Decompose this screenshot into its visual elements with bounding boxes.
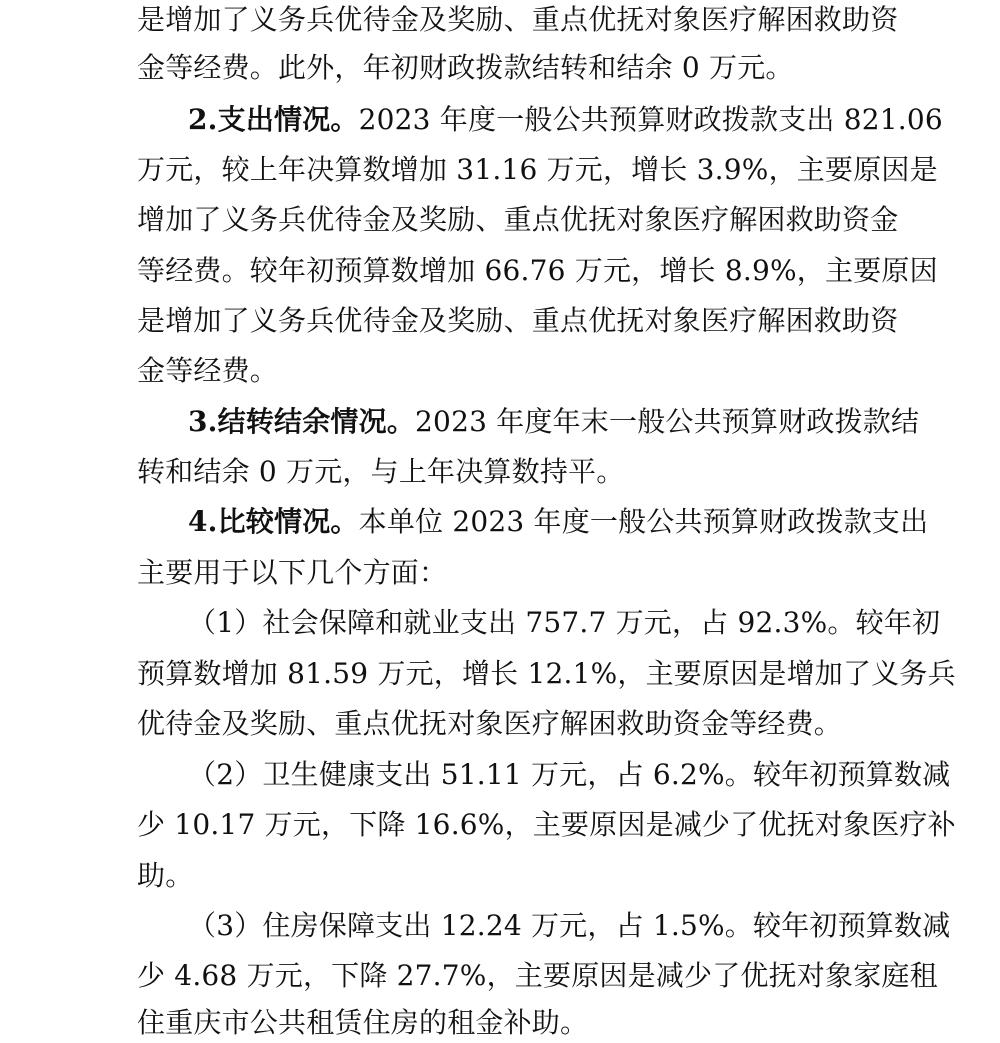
paragraph-line: 住重庆市公共租赁住房的租金补助。: [137, 1006, 589, 1039]
paragraph-line: 是增加了义务兵优待金及奖励、重点优抚对象医疗解困救助资: [137, 3, 899, 36]
section-2-heading: 2.支出情况。: [188, 103, 359, 136]
paragraph-line: 少 10.17 万元，下降 16.6%，主要原因是减少了优抚对象医疗补: [137, 808, 956, 841]
paragraph-line: 主要用于以下几个方面：: [137, 556, 448, 589]
paragraph-line: 金等经费。: [137, 354, 279, 387]
paragraph-line: 是增加了义务兵优待金及奖励、重点优抚对象医疗解困救助资: [137, 304, 899, 337]
paragraph-line: 转和结余 0 万元，与上年决算数持平。: [137, 455, 625, 488]
paragraph-line: 等经费。较年初预算数增加 66.76 万元，增长 8.9%，主要原因: [137, 254, 938, 287]
section-4-text: 本单位 2023 年度一般公共预算财政拨款支出: [358, 505, 929, 538]
item-2-line: （2）卫生健康支出 51.11 万元，占 6.2%。较年初预算数减: [188, 758, 951, 791]
section-3-heading: 3.结转结余情况。: [188, 405, 416, 438]
paragraph-line: 优待金及奖励、重点优抚对象医疗解困救助资金等经费。: [137, 707, 843, 740]
section-2-text: 2023 年度一般公共预算财政拨款支出 821.06: [358, 103, 943, 136]
paragraph-line: 预算数增加 81.59 万元，增长 12.1%，主要原因是增加了义务兵: [137, 657, 956, 690]
paragraph-line: 金等经费。此外，年初财政拨款结转和结余 0 万元。: [137, 51, 794, 84]
section-4-line: [188, 502, 929, 542]
paragraph-line: 少 4.68 万元，下降 27.7%，主要原因是减少了优抚对象家庭租: [137, 959, 938, 992]
section-3-line: [188, 402, 920, 442]
item-1-line: （1）社会保障和就业支出 757.7 万元，占 92.3%。较年初: [188, 606, 941, 639]
paragraph-line: 万元，较上年决算数增加 31.16 万元，增长 3.9%，主要原因是: [137, 153, 938, 186]
paragraph-line: 增加了义务兵优待金及奖励、重点优抚对象医疗解困救助资金: [137, 203, 899, 236]
section-4-heading: 4.比较情况。: [188, 505, 359, 538]
section-3-text: 2023 年度年末一般公共预算财政拨款结: [415, 405, 920, 438]
paragraph-line: 助。: [137, 859, 194, 892]
section-2-line: [188, 100, 943, 140]
item-3-line: （3）住房保障支出 12.24 万元，占 1.5%。较年初预算数减: [188, 909, 951, 942]
